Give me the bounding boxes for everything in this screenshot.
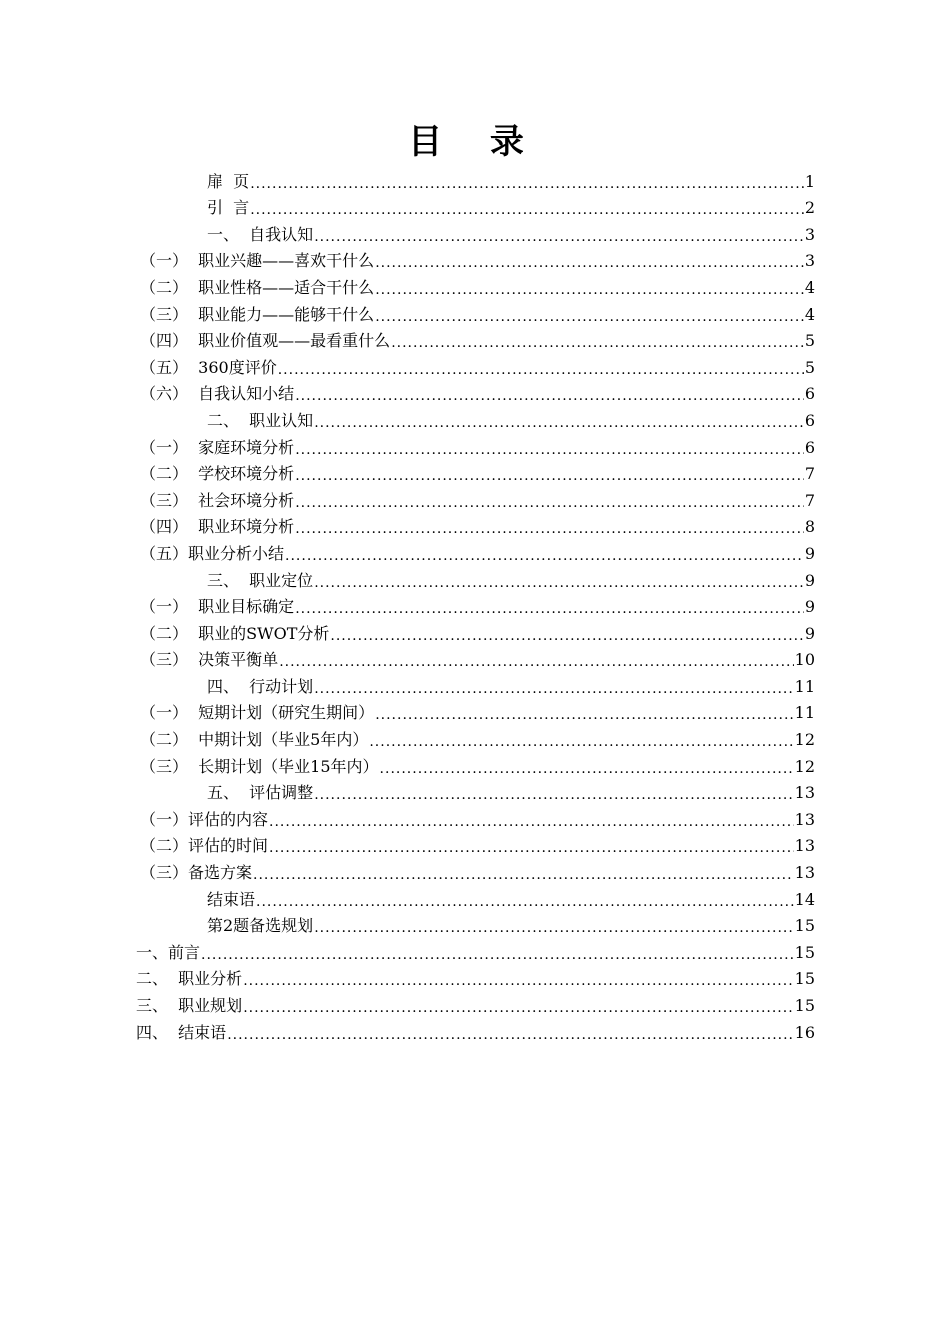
toc-entry-label: （三） 社会环境分析 bbox=[140, 490, 295, 510]
toc-entry-page-number: 1 bbox=[804, 171, 815, 191]
dot-leader bbox=[314, 415, 804, 431]
toc-title: 目 录 bbox=[408, 122, 542, 162]
toc-entry-page-number: 3 bbox=[804, 251, 815, 271]
toc-entry-label: （六） 自我认知小结 bbox=[140, 384, 295, 404]
toc-entry-page-number: 4 bbox=[804, 304, 815, 324]
toc-entry-label: （三）备选方案 bbox=[140, 863, 253, 883]
toc-entry-page-number: 15 bbox=[794, 916, 815, 936]
dot-leader bbox=[295, 468, 804, 484]
dot-leader bbox=[279, 654, 793, 670]
toc-entry-label: 引 言 bbox=[207, 198, 250, 218]
toc-entry[interactable] bbox=[0, 780, 815, 807]
toc-entry[interactable] bbox=[0, 168, 815, 195]
toc-entry-page-number: 7 bbox=[804, 464, 815, 484]
dot-leader bbox=[269, 840, 794, 856]
toc-entry-page-number: 6 bbox=[804, 410, 815, 430]
toc-entry[interactable] bbox=[0, 381, 815, 408]
toc-entry[interactable] bbox=[0, 434, 815, 461]
dot-leader bbox=[269, 814, 794, 830]
toc-entry[interactable] bbox=[0, 487, 815, 514]
toc-entry-page-number: 5 bbox=[804, 331, 815, 351]
dot-leader bbox=[295, 442, 804, 458]
toc-entry[interactable] bbox=[0, 567, 815, 594]
toc-entry[interactable] bbox=[0, 673, 815, 700]
toc-entry-page-number: 16 bbox=[794, 1022, 815, 1042]
toc-entry[interactable] bbox=[0, 939, 815, 966]
toc-entry-page-number: 2 bbox=[804, 198, 815, 218]
toc-entry-label: 二、 职业分析 bbox=[136, 969, 243, 989]
toc-entry[interactable] bbox=[0, 833, 815, 860]
toc-entry[interactable] bbox=[0, 407, 815, 434]
toc-entry-page-number: 6 bbox=[804, 437, 815, 457]
toc-entry-page-number: 9 bbox=[804, 543, 815, 563]
dot-leader bbox=[375, 255, 804, 271]
dot-leader bbox=[295, 521, 804, 537]
toc-entry[interactable] bbox=[0, 328, 815, 355]
toc-entry-label: 五、 评估调整 bbox=[207, 783, 314, 803]
toc-entry[interactable] bbox=[0, 248, 815, 275]
dot-leader bbox=[314, 575, 804, 591]
toc-entry[interactable] bbox=[0, 647, 815, 674]
toc-entry-label: （三） 职业能力——能够干什么 bbox=[140, 304, 375, 324]
toc-entry[interactable] bbox=[0, 1019, 815, 1046]
toc-entry-page-number: 15 bbox=[794, 969, 815, 989]
toc-entry-label: 结束语 bbox=[207, 889, 256, 909]
dot-leader bbox=[330, 628, 803, 644]
toc-entry-label: 四、 结束语 bbox=[136, 1022, 227, 1042]
toc-entry-page-number: 13 bbox=[794, 809, 815, 829]
toc-entry-page-number: 12 bbox=[794, 756, 815, 776]
toc-entry[interactable] bbox=[0, 806, 815, 833]
dot-leader bbox=[227, 1027, 793, 1043]
dot-leader bbox=[380, 761, 794, 777]
toc-entry-label: 第2题备选规划 bbox=[207, 916, 314, 936]
toc-entry-page-number: 3 bbox=[804, 224, 815, 244]
dot-leader bbox=[375, 707, 793, 723]
toc-entry[interactable] bbox=[0, 700, 815, 727]
dot-leader bbox=[295, 388, 804, 404]
toc-entry-page-number: 9 bbox=[804, 597, 815, 617]
dot-leader bbox=[369, 734, 793, 750]
toc-entry-label: （三） 决策平衡单 bbox=[140, 650, 279, 670]
toc-entry-page-number: 13 bbox=[794, 783, 815, 803]
dot-leader bbox=[250, 202, 804, 218]
dot-leader bbox=[295, 495, 804, 511]
dot-leader bbox=[314, 229, 804, 245]
dot-leader bbox=[375, 309, 804, 325]
toc-entry-page-number: 7 bbox=[804, 490, 815, 510]
toc-entry-label: （二） 学校环境分析 bbox=[140, 464, 295, 484]
toc-entry-page-number: 9 bbox=[804, 623, 815, 643]
toc-list bbox=[0, 168, 950, 1046]
toc-entry-label: 扉 页 bbox=[207, 171, 250, 191]
dot-leader bbox=[278, 362, 804, 378]
toc-entry[interactable] bbox=[0, 195, 815, 222]
toc-entry-page-number: 10 bbox=[794, 650, 815, 670]
toc-entry-page-number: 8 bbox=[804, 517, 815, 537]
dot-leader bbox=[253, 867, 794, 883]
toc-entry-label: （一）评估的内容 bbox=[140, 809, 269, 829]
dot-leader bbox=[295, 601, 804, 617]
toc-entry-label: （四） 职业环境分析 bbox=[140, 517, 295, 537]
toc-entry-page-number: 5 bbox=[804, 357, 815, 377]
toc-entry-label: （二） 职业性格——适合干什么 bbox=[140, 277, 375, 297]
toc-entry[interactable] bbox=[0, 886, 815, 913]
toc-entry[interactable] bbox=[0, 859, 815, 886]
toc-entry[interactable] bbox=[0, 461, 815, 488]
toc-entry-label: （二）评估的时间 bbox=[140, 836, 269, 856]
toc-entry-label: （一） 职业兴趣——喜欢干什么 bbox=[140, 251, 375, 271]
toc-entry-label: （四） 职业价值观——最看重什么 bbox=[140, 331, 391, 351]
dot-leader bbox=[243, 973, 793, 989]
toc-entry-page-number: 12 bbox=[794, 730, 815, 750]
toc-entry[interactable] bbox=[0, 992, 815, 1019]
dot-leader bbox=[243, 1000, 793, 1016]
toc-entry[interactable] bbox=[0, 514, 815, 541]
toc-entry-label: 四、 行动计划 bbox=[207, 676, 314, 696]
toc-entry-page-number: 15 bbox=[794, 996, 815, 1015]
toc-entry[interactable] bbox=[0, 966, 815, 993]
toc-entry[interactable] bbox=[0, 354, 815, 381]
toc-entry[interactable] bbox=[0, 620, 815, 647]
toc-entry-page-number: 11 bbox=[794, 703, 815, 723]
toc-entry[interactable] bbox=[0, 753, 815, 780]
toc-entry-page-number: 13 bbox=[794, 863, 815, 883]
toc-entry[interactable] bbox=[0, 594, 815, 621]
toc-entry[interactable] bbox=[0, 726, 815, 753]
toc-entry-label: 三、 职业定位 bbox=[207, 570, 314, 590]
dot-leader bbox=[391, 335, 804, 351]
toc-entry-page-number: 14 bbox=[794, 889, 815, 909]
dot-leader bbox=[250, 176, 804, 192]
toc-entry-label: 一、前言 bbox=[136, 942, 201, 962]
toc-entry-label: （五）职业分析小结 bbox=[140, 543, 285, 563]
toc-entry-page-number: 9 bbox=[804, 570, 815, 590]
toc-entry-label: （一） 职业目标确定 bbox=[140, 597, 295, 617]
toc-entry-label: （二） 中期计划（毕业5年内） bbox=[140, 730, 369, 750]
toc-entry[interactable] bbox=[0, 274, 815, 301]
dot-leader bbox=[314, 920, 793, 936]
dot-leader bbox=[314, 787, 793, 803]
toc-entry[interactable] bbox=[0, 540, 815, 567]
toc-entry-page-number: 11 bbox=[794, 676, 815, 696]
toc-entry-label: 三、 职业规划 bbox=[136, 996, 243, 1015]
toc-entry-page-number: 6 bbox=[804, 384, 815, 404]
toc-entry-page-number: 4 bbox=[804, 277, 815, 297]
toc-entry[interactable] bbox=[0, 913, 815, 940]
toc-entry-label: （三） 长期计划（毕业15年内） bbox=[140, 756, 379, 776]
dot-leader bbox=[201, 947, 794, 963]
dot-leader bbox=[314, 681, 793, 697]
dot-leader bbox=[256, 894, 794, 910]
toc-entry-page-number: 15 bbox=[794, 942, 815, 962]
dot-leader bbox=[375, 282, 804, 298]
dot-leader bbox=[285, 548, 804, 564]
toc-entry[interactable] bbox=[0, 301, 815, 328]
toc-entry-label: （一） 家庭环境分析 bbox=[140, 437, 295, 457]
toc-entry-page-number: 13 bbox=[794, 836, 815, 856]
toc-entry-label: （五） 360度评价 bbox=[140, 357, 277, 377]
toc-entry-label: （二） 职业的SWOT分析 bbox=[140, 623, 330, 643]
toc-entry[interactable] bbox=[0, 221, 815, 248]
toc-entry-label: 二、 职业认知 bbox=[207, 410, 314, 430]
toc-entry-label: 一、 自我认知 bbox=[207, 224, 314, 244]
toc-entry-label: （一） 短期计划（研究生期间） bbox=[140, 703, 375, 723]
